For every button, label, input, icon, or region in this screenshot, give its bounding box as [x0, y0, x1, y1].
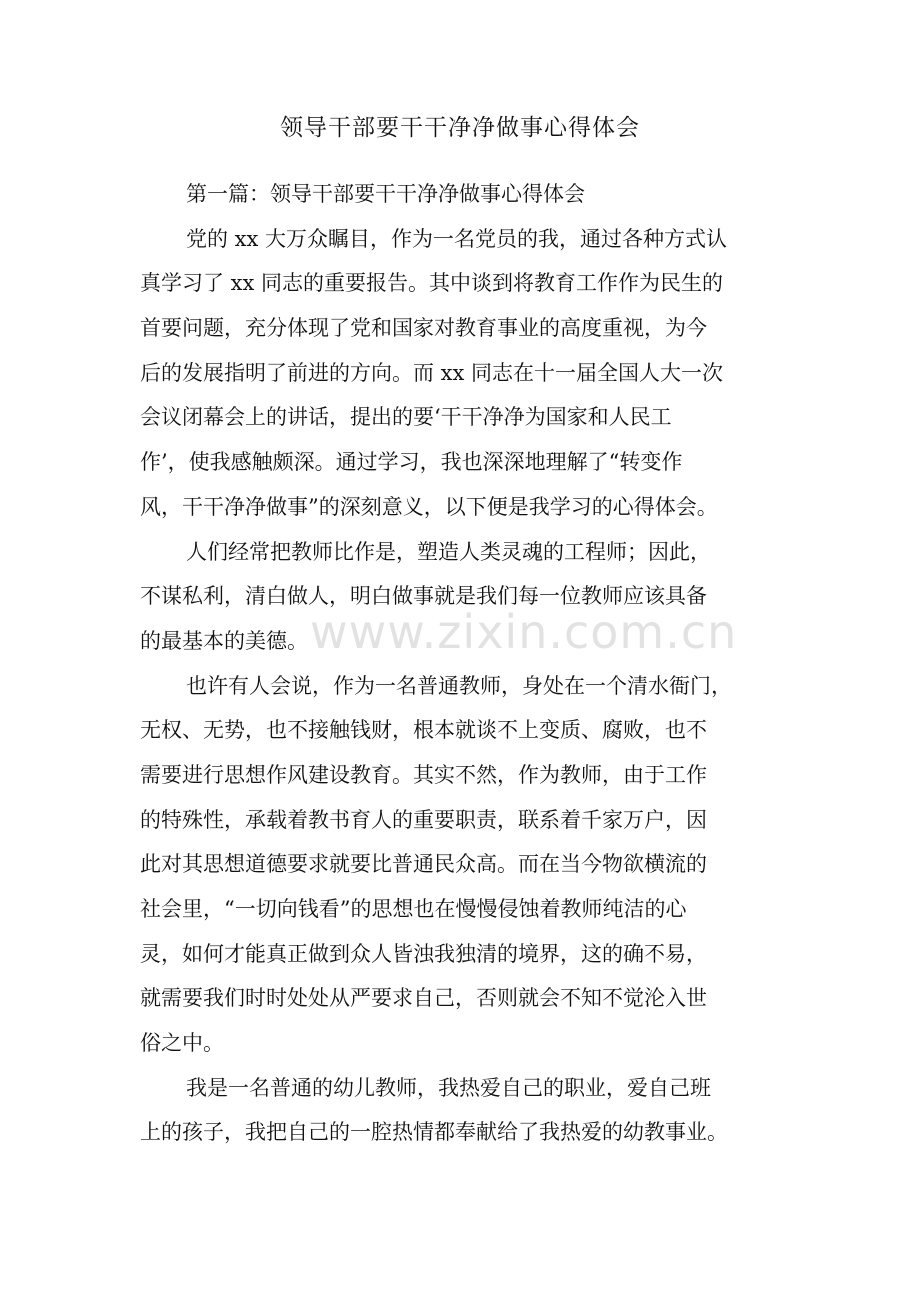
paragraph-line: 不谋私利，清白做人，明白做事就是我们每一位教师应该具备 — [140, 584, 707, 609]
paragraph-line: 会议闭幕会上的讲话，提出的要‘干干净净为国家和人民工 — [140, 405, 672, 430]
watermark: www.zixin.com.cn — [310, 605, 738, 659]
paragraph-line: 党的 xx 大万众瞩目，作为一名党员的我，通过各种方式认 — [186, 226, 728, 251]
paragraph-line: 俗之中。 — [140, 1031, 224, 1056]
paragraph-line: 社会里，“一切向钱看”的思想也在慢慢侵蚀着教师纯洁的心 — [140, 897, 687, 921]
paragraph-line: 风，干干净净做事”的深刻意义，以下便是我学习的心得体会。 — [140, 494, 718, 519]
paragraph-line: 无权、无势，也不接触钱财，根本就谈不上变质、腐败，也不 — [140, 718, 707, 743]
paragraph-line: 的最基本的美德。 — [140, 628, 308, 653]
paragraph-line: 的特殊性，承载着教书育人的重要职责，联系着千家万户，因 — [140, 807, 707, 832]
paragraph-line: 我是一名普通的幼儿教师，我热爱自己的职业，爱自己班 — [186, 1075, 711, 1100]
document-body — [140, 172, 790, 1155]
paragraph-line: 也许有人会说，作为一名普通教师，身处在一个清水衙门， — [186, 673, 732, 698]
paragraph-line: 人们经常把教师比作是，塑造人类灵魂的工程师；因此， — [186, 539, 711, 564]
paragraph-line: 后的发展指明了前进的方向。而 xx 同志在十一届全国人大一次 — [140, 360, 724, 385]
paragraph-line: 灵，如何才能真正做到众人皆浊我独清的境界，这的确不易， — [140, 941, 707, 966]
paragraph-line: 真学习了 xx 同志的重要报告。其中谈到将教育工作作为民生的 — [140, 271, 724, 296]
paragraph-line: 就需要我们时时处处从严要求自己，否则就会不知不觉沦入世 — [140, 986, 707, 1011]
paragraph-line: 首要问题，充分体现了党和国家对教育事业的高度重视，为今 — [140, 316, 707, 341]
section-heading: 第一篇：领导干部要干干净净做事心得体会 — [186, 182, 585, 206]
document-title: 领导干部要干干净净做事心得体会 — [280, 115, 640, 141]
paragraph-line: 此对其思想道德要求就要比普通民众高。而在当今物欲横流的 — [140, 852, 707, 877]
paragraph-line: 上的孩子，我把自己的一腔热情都奉献给了我热爱的幼教事业。 — [140, 1120, 728, 1145]
paragraph-line: 需要进行思想作风建设教育。其实不然，作为教师，由于工作 — [140, 762, 707, 787]
paragraph-line: 作’，使我感触颇深。通过学习，我也深深地理解了“转变作 — [140, 450, 683, 475]
